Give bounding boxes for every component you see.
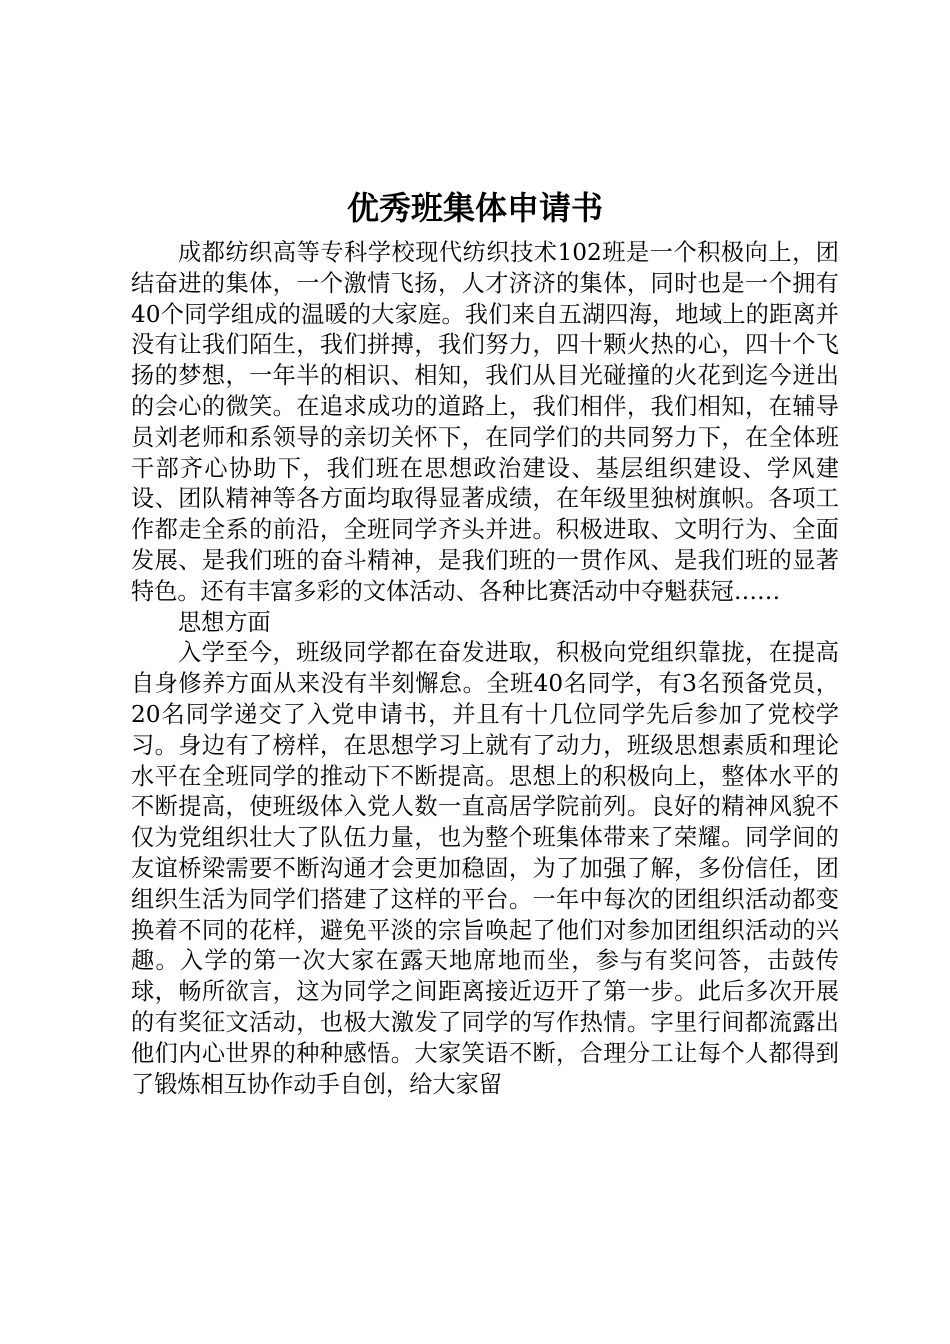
section-paragraph: 入学至今，班级同学都在奋发进取，积极向党组织靠拢，在提高自身修养方面从来没有半刻懈怠。全班40名同学，有3名预备党员，20名同学递交了入党申请书，并且有十几位同学先后参加了党校学习。身边有了榜样，在思想学习上就有了动力，班级思想素质和理论水平在全班同学的推动下不断提高。思想上的积极向上，整体水平的不断提高，使班级体入党人数一直高居学院前列。良好的精神风貌不仅为党组织壮大了队伍力量，也为整个班集体带来了荣耀。同学间的友谊桥梁需要不断沟通才会更加稳固，为了加强了解，多份信任，团组织生活为同学们搭建了这样的平台。一年中每次的团组织活动都变换着不同的花样，避免平淡的宗旨唤起了他们对参加团组织活动的兴趣。入学的第一次大家在露天地席地而坐，参与有奖问答，击鼓传球，畅所欲言，这为同学之间距离接近迈开了第一步。此后多次开展的有奖征文活动，也极大激发了同学的写作热情。字里行间都流露出他们内心世界的种种感悟。大家笑语不断，合理分工让每个人都得到了锻炼相互协作动手自创，给大家留 — [131, 639, 839, 1098]
document-body — [131, 238, 839, 1100]
section-heading: 思想方面 — [178, 608, 271, 636]
intro-paragraph: 成都纺织高等专科学校现代纺织技术102班是一个积极向上，团结奋进的集体，一个激情飞扬，人才济济的集体，同时也是一个拥有40个同学组成的温暖的大家庭。我们来自五湖四海，地域上的距离并没有让我们陌生，我们拼搏，我们努力，四十颗火热的心，四十个飞扬的梦想，一年半的相识、相知，我们从目光碰撞的火花到迄今迸出的会心的微笑。在追求成功的道路上，我们相伴，我们相知，在辅导员刘老师和系领导的亲切关怀下，在同学们的共同努力下，在全体班干部齐心协助下，我们班在思想政治建设、基层组织建设、学风建设、团队精神等各方面均取得显著成绩，在年级里独树旗帜。各项工作都走全系的前沿，全班同学齐头并进。积极进取、文明行为、全面发展、是我们班的奋斗精神，是我们班的一贯作风、是我们班的显著特色。还有丰富多彩的文体活动、各种比赛活动中夺魁获冠…… — [131, 239, 839, 605]
document-title: 优秀班集体申请书 — [346, 189, 603, 227]
